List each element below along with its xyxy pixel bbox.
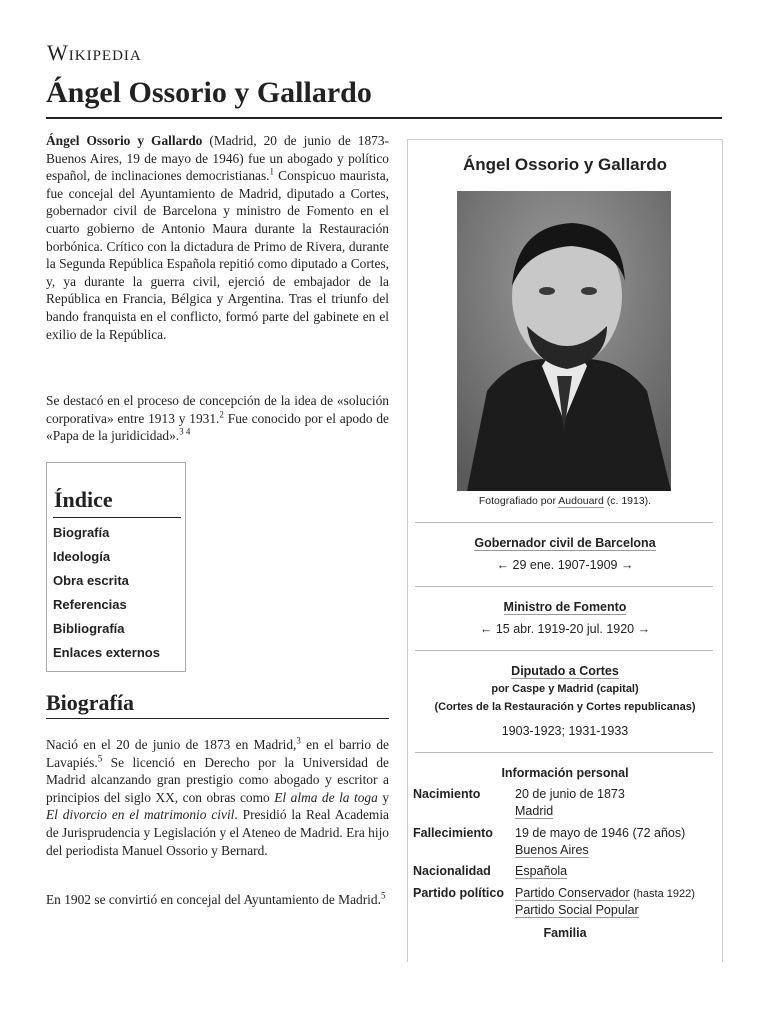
toc-divider	[53, 517, 181, 518]
office-title-gobernador[interactable]	[408, 536, 722, 550]
value-nacionalidad-link[interactable]: Española	[515, 864, 568, 878]
bio-text-d: y	[377, 789, 390, 805]
subject-name: Ángel Ossorio y Gallardo	[46, 133, 203, 148]
office-title-diputado-link[interactable]: Diputado a Cortes	[511, 664, 619, 678]
value-fallecimiento-place-link[interactable]: Buenos Aires	[515, 843, 589, 857]
infobox-divider	[415, 752, 713, 753]
section-heading-biografia: Biografía	[46, 690, 134, 715]
toc-item-biografia[interactable]: Biografía	[53, 525, 110, 540]
ref-3[interactable]: 3	[296, 735, 301, 746]
bio-text-c: Se licenció en Derecho por la Universidad de Madrid alcanzando gran prestigio como abogado y escritor a principios del siglo XX, con obras como	[46, 754, 389, 805]
intro-text-b: Conspicuo maurista, fue concejal del Ayuntamiento de Madrid, diputado a Cortes, gobernador civil de Barcelona y ministro de Fomento en el cuarto gobierno de Antonio Maura durante la Restauración borbónica. Crítico con la dictadura de Primo de Rivera, durante la Segunda República Española repitió como diputado a Cortes, y, ya durante la guerra civil, ejerció de embajador de la República en Francia, Bélgica y Argentina. Tras el triunfo del bando franquista en el conflicto, formó parte del gabinete en el exilio de la República.	[46, 168, 390, 342]
toc-item-ideologia[interactable]: Ideología	[53, 549, 111, 564]
bio-text-b: en el barrio de Lavapiés.	[46, 737, 389, 770]
ref-3-4[interactable]: 3 4	[179, 426, 191, 437]
infobox-divider	[415, 586, 713, 587]
photo-caption	[408, 495, 722, 507]
office-title-gobernador-link[interactable]: Gobernador civil de Barcelona	[474, 536, 656, 550]
intro-text-a: (Madrid, 20 de junio de 1873-Buenos Aires, 19 de mayo de 1946) fue un abogado y político español, de inclinaciones democristianas.	[46, 133, 389, 184]
personal-info-header: Información personal	[501, 766, 629, 780]
label-partido-politico: Partido político	[413, 886, 504, 900]
infobox	[407, 139, 723, 962]
intro-p2-text: Se destacó en el proceso de concepción de la idea de «solución corporativa» entre 1913 y 1931.	[46, 393, 389, 426]
value-partido-1-link[interactable]: Partido Conservador	[515, 886, 630, 900]
bio-text-a: Nació en el 20 de junio de 1873 en Madrid,	[46, 737, 297, 752]
page-title: Ángel Ossorio y Gallardo	[46, 76, 372, 109]
wikipedia-wordmark[interactable]: Wikipedia	[47, 40, 142, 65]
value-partido-2[interactable]	[515, 902, 639, 919]
label-fallecimiento: Fallecimiento	[413, 826, 493, 840]
biografia-paragraph-1	[46, 736, 389, 859]
toc-item-bibliografia[interactable]: Bibliografía	[53, 621, 125, 636]
office-title-ministro-link[interactable]: Ministro de Fomento	[503, 600, 627, 614]
value-partido-1-note: (hasta 1922)	[633, 888, 695, 900]
office-legislature: (Cortes de la Restauración y Cortes republicanas)	[434, 701, 696, 713]
ref-5[interactable]: 5	[97, 753, 103, 764]
value-nacionalidad[interactable]	[515, 863, 567, 880]
biografia-paragraph-2	[46, 891, 389, 909]
section-underline	[46, 718, 389, 719]
work-title-1: El alma de la toga	[274, 789, 378, 805]
toc-item-enlaces-externos[interactable]: Enlaces externos	[53, 645, 160, 660]
intro-paragraph-2	[46, 392, 389, 445]
caption-text-b: (c. 1913).	[603, 495, 652, 507]
value-nacimiento-place[interactable]	[515, 803, 553, 820]
bio-text-e: . Presidió la Real Academia de Jurisprudencia y Legislación y el Ateneo de Madrid. Era hijo del periodista Manuel Ossorio y Bernard.	[46, 807, 389, 858]
office-constituency: por Caspe y Madrid (capital)	[491, 683, 639, 695]
family-header: Familia	[543, 926, 587, 940]
caption-link-audouard[interactable]: Audouard	[558, 495, 604, 507]
office-term-ministro: ← 15 abr. 1919-20 jul. 1920 →	[479, 622, 651, 636]
office-term-diputado: 1903-1923; 1931-1933	[501, 724, 629, 738]
infobox-divider	[415, 650, 713, 651]
bio-p2-text: En 1902 se convirtió en concejal del Ayuntamiento de Madrid.	[46, 892, 381, 907]
office-title-ministro[interactable]	[408, 600, 722, 614]
ref-2[interactable]: 2	[219, 409, 224, 420]
work-title-2: El divorcio en el matrimonio civil	[46, 807, 235, 823]
office-title-diputado[interactable]	[408, 664, 722, 678]
office-term-gobernador: ← 29 ene. 1907-1909 →	[496, 558, 634, 572]
caption-text-a: Fotografiado por	[478, 495, 559, 507]
infobox-divider	[415, 522, 713, 523]
value-partido-2-link[interactable]: Partido Social Popular	[515, 903, 639, 917]
ref-5b[interactable]: 5	[380, 890, 386, 901]
label-nacimiento: Nacimiento	[413, 787, 481, 801]
ref-1[interactable]: 1	[269, 166, 275, 177]
value-partido-1[interactable]	[515, 885, 695, 903]
intro-paragraph-1	[46, 132, 389, 343]
infobox-title: Ángel Ossorio y Gallardo	[462, 155, 668, 174]
value-fallecimiento-date: 19 de mayo de 1946 (72 años)	[515, 826, 686, 840]
value-fallecimiento-place[interactable]	[515, 842, 589, 859]
value-nacimiento-place-link[interactable]: Madrid	[515, 804, 554, 818]
table-of-contents	[46, 462, 186, 672]
intro-p2-rest: Fue conocido por el apodo de «Papa de la juridicidad».	[46, 410, 389, 444]
toc-title: Índice	[54, 487, 113, 512]
title-underline	[46, 117, 722, 119]
portrait-photo[interactable]	[457, 191, 671, 491]
label-nacionalidad: Nacionalidad	[413, 864, 491, 878]
toc-item-referencias[interactable]: Referencias	[53, 597, 127, 612]
toc-item-obra-escrita[interactable]: Obra escrita	[53, 573, 129, 588]
portrait-image	[457, 191, 671, 491]
value-nacimiento-date: 20 de junio de 1873	[515, 787, 625, 801]
